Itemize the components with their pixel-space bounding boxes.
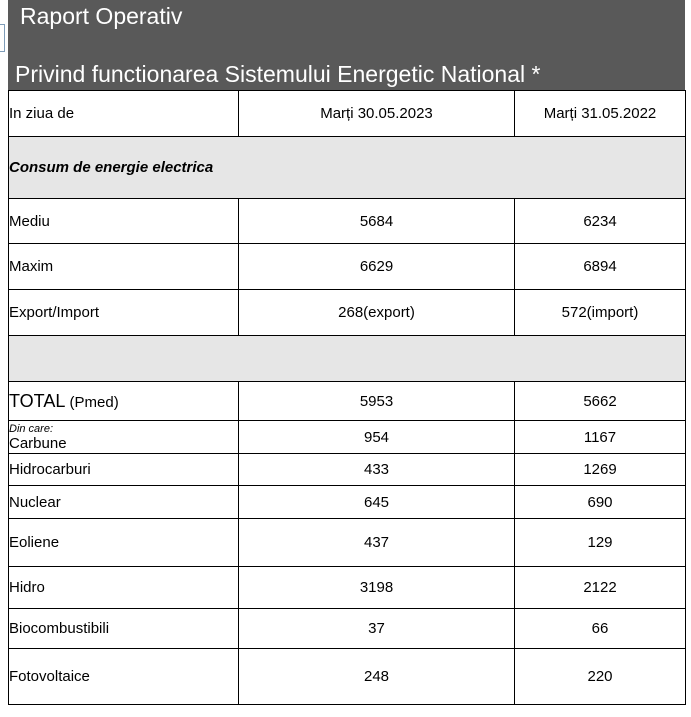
row-value-2023: 37 bbox=[239, 609, 515, 649]
row-value-2022: 6894 bbox=[515, 244, 686, 290]
date-col-2022: Marți 31.05.2022 bbox=[515, 91, 686, 137]
row-value-2022: 129 bbox=[515, 519, 686, 567]
row-label: Export/Import bbox=[9, 290, 239, 336]
report-title: Raport Operativ bbox=[20, 3, 183, 29]
row-value-2022: 690 bbox=[515, 486, 686, 519]
table-row bbox=[9, 244, 686, 290]
row-label: Hidrocarburi bbox=[9, 454, 239, 486]
table-header-row bbox=[9, 91, 686, 137]
row-value-2022: 220 bbox=[515, 649, 686, 705]
row-label: Eoliene bbox=[9, 519, 239, 567]
row-value-2022: 1167 bbox=[515, 421, 686, 454]
blank-section-cell bbox=[9, 336, 686, 382]
row-value-2023: 248 bbox=[239, 649, 515, 705]
total-row bbox=[9, 382, 686, 421]
report-table bbox=[8, 90, 686, 705]
report-header bbox=[8, 0, 685, 91]
row-value-2023: 268(export) bbox=[239, 290, 515, 336]
row-label: Nuclear bbox=[9, 486, 239, 519]
table-row bbox=[9, 519, 686, 567]
section-row-consumption bbox=[9, 137, 686, 199]
total-label-cell bbox=[9, 382, 239, 421]
row-value-2022: 6234 bbox=[515, 199, 686, 244]
row-value-2023: 3198 bbox=[239, 567, 515, 609]
table-row bbox=[9, 290, 686, 336]
row-label-cell bbox=[9, 421, 239, 454]
row-value-2023: 433 bbox=[239, 454, 515, 486]
table-row bbox=[9, 567, 686, 609]
row-value-2022: 572(import) bbox=[515, 290, 686, 336]
row-value-2023: 645 bbox=[239, 486, 515, 519]
row-value-2022: 1269 bbox=[515, 454, 686, 486]
total-note: (Pmed) bbox=[69, 393, 119, 411]
row-label: Biocombustibili bbox=[9, 609, 239, 649]
total-label: TOTAL bbox=[9, 390, 66, 411]
row-label: Hidro bbox=[9, 567, 239, 609]
din-care-note: Din care: bbox=[9, 422, 54, 435]
date-col-2023: Marți 30.05.2023 bbox=[239, 91, 515, 137]
row-value-2022: 2122 bbox=[515, 567, 686, 609]
section-row-blank bbox=[9, 336, 686, 382]
table-row bbox=[9, 486, 686, 519]
row-value-2023: 5684 bbox=[239, 199, 515, 244]
table-row bbox=[9, 454, 686, 486]
left-edge-fragment bbox=[0, 24, 5, 52]
row-value-2023: 954 bbox=[239, 421, 515, 454]
total-value-2022: 5662 bbox=[515, 382, 686, 421]
row-value-2023: 437 bbox=[239, 519, 515, 567]
row-label: Carbune bbox=[9, 434, 67, 452]
row-label: Fotovoltaice bbox=[9, 649, 239, 705]
row-value-2023: 6629 bbox=[239, 244, 515, 290]
table-row bbox=[9, 649, 686, 705]
row-label: Maxim bbox=[9, 244, 239, 290]
date-label: In ziua de bbox=[9, 91, 239, 137]
table-row bbox=[9, 199, 686, 244]
total-value-2023: 5953 bbox=[239, 382, 515, 421]
table-row bbox=[9, 609, 686, 649]
row-value-2022: 66 bbox=[515, 609, 686, 649]
table-row bbox=[9, 421, 686, 454]
report-subtitle: Privind functionarea Sistemului Energetic National * bbox=[15, 61, 541, 87]
section-title-consumption: Consum de energie electrica bbox=[9, 137, 686, 199]
row-label: Mediu bbox=[9, 199, 239, 244]
